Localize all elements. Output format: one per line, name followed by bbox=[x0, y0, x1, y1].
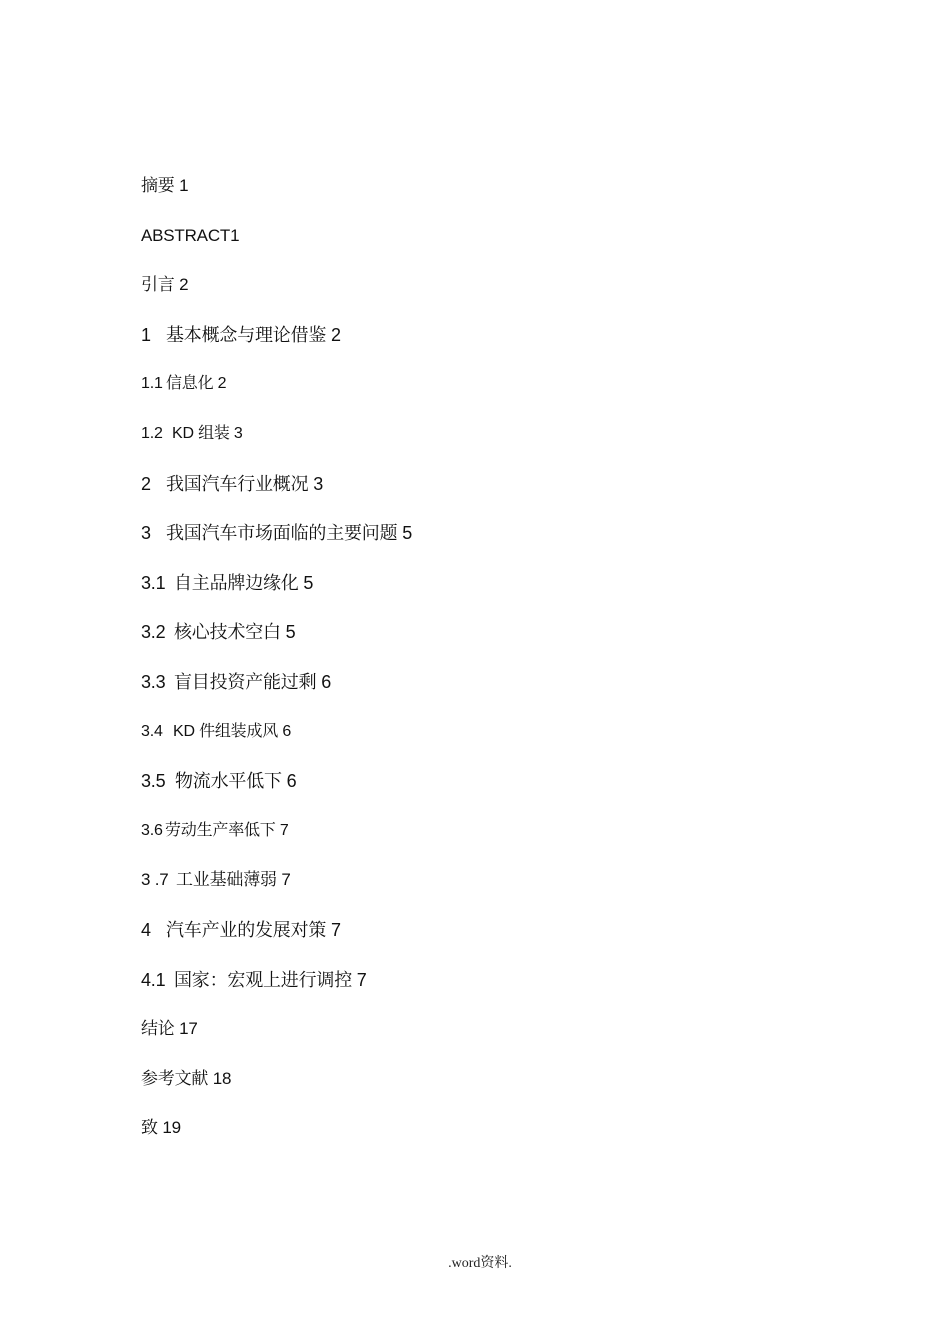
toc-entry-number: 3.6 bbox=[141, 821, 163, 839]
toc-entry-1-2[interactable] bbox=[141, 419, 412, 469]
toc-entry-title: 核心技术空白 5 bbox=[174, 622, 296, 643]
toc-entry-title: 劳动生产率低下 7 bbox=[165, 821, 289, 839]
toc-entry-number: 4.1 bbox=[141, 969, 166, 990]
toc-entry-title: 盲目投资产能过剩 6 bbox=[174, 671, 332, 692]
toc-entry-number: 3.2 bbox=[141, 622, 166, 643]
toc-entry-title: ABSTRACT1 bbox=[141, 225, 240, 245]
toc-entry-title: 我国汽车市场面临的主要问题 5 bbox=[166, 523, 413, 544]
toc-entry-3-6[interactable] bbox=[141, 816, 412, 866]
toc-entry-1[interactable] bbox=[141, 320, 412, 370]
toc-entry-3-4[interactable] bbox=[141, 717, 412, 767]
toc-entry-number: 3.3 bbox=[141, 671, 166, 692]
table-of-contents bbox=[141, 171, 412, 1163]
toc-entry-title: 我国汽车行业概况 3 bbox=[166, 473, 324, 494]
toc-entry-3[interactable] bbox=[141, 518, 412, 568]
toc-entry-title: 基本概念与理论借鉴 2 bbox=[166, 324, 341, 345]
toc-entry-number: 1.1 bbox=[141, 375, 163, 393]
toc-entry-number: 3 .7 bbox=[141, 870, 169, 890]
toc-entry-title: 摘要 1 bbox=[141, 176, 189, 195]
toc-entry-introduction[interactable] bbox=[141, 270, 412, 320]
toc-entry-title: 国家：宏观上进行调控 7 bbox=[174, 969, 367, 990]
toc-entry-4[interactable] bbox=[141, 915, 412, 965]
toc-entry-conclusion[interactable] bbox=[141, 1014, 412, 1064]
toc-entry-title: KD 组装 3 bbox=[172, 424, 243, 442]
toc-entry-title: 参考文献 18 bbox=[141, 1068, 232, 1088]
toc-entry-4-1[interactable] bbox=[141, 965, 412, 1015]
toc-entry-title: 物流水平低下 6 bbox=[175, 771, 297, 792]
toc-entry-3-3[interactable] bbox=[141, 667, 412, 717]
toc-entry-title: 结论 17 bbox=[141, 1019, 198, 1039]
toc-entry-3-7[interactable] bbox=[141, 865, 412, 915]
toc-entry-title: 引言 2 bbox=[141, 275, 189, 295]
toc-entry-number: 2 bbox=[141, 473, 151, 494]
toc-entry-3-2[interactable] bbox=[141, 617, 412, 667]
toc-entry-acknowledgements[interactable] bbox=[141, 1113, 412, 1163]
toc-entry-abstract-cn[interactable] bbox=[141, 171, 412, 221]
toc-entry-title: 工业基础薄弱 7 bbox=[176, 870, 291, 890]
toc-entry-2[interactable] bbox=[141, 469, 412, 519]
toc-entry-abstract-en[interactable] bbox=[141, 221, 412, 271]
toc-entry-number: 3.5 bbox=[141, 771, 166, 792]
toc-entry-number: 1 bbox=[141, 324, 151, 345]
toc-entry-title: 信息化 2 bbox=[166, 375, 227, 393]
toc-entry-title: KD 件组装成风 6 bbox=[173, 722, 292, 740]
toc-entry-1-1[interactable] bbox=[141, 369, 412, 419]
toc-entry-3-5[interactable] bbox=[141, 766, 412, 816]
toc-entry-3-1[interactable] bbox=[141, 568, 412, 618]
toc-entry-title: 汽车产业的发展对策 7 bbox=[166, 919, 341, 940]
toc-entry-title: 自主品牌边缘化 5 bbox=[174, 572, 314, 593]
toc-entry-title: 致 19 bbox=[141, 1118, 181, 1138]
toc-entry-number: 4 bbox=[141, 919, 151, 940]
toc-entry-references[interactable] bbox=[141, 1064, 412, 1114]
page-footer: .word资料. bbox=[448, 1256, 512, 1271]
toc-entry-number: 3.1 bbox=[141, 572, 166, 593]
toc-entry-number: 1.2 bbox=[141, 424, 163, 442]
toc-entry-number: 3 bbox=[141, 523, 151, 544]
toc-entry-number: 3.4 bbox=[141, 722, 163, 740]
